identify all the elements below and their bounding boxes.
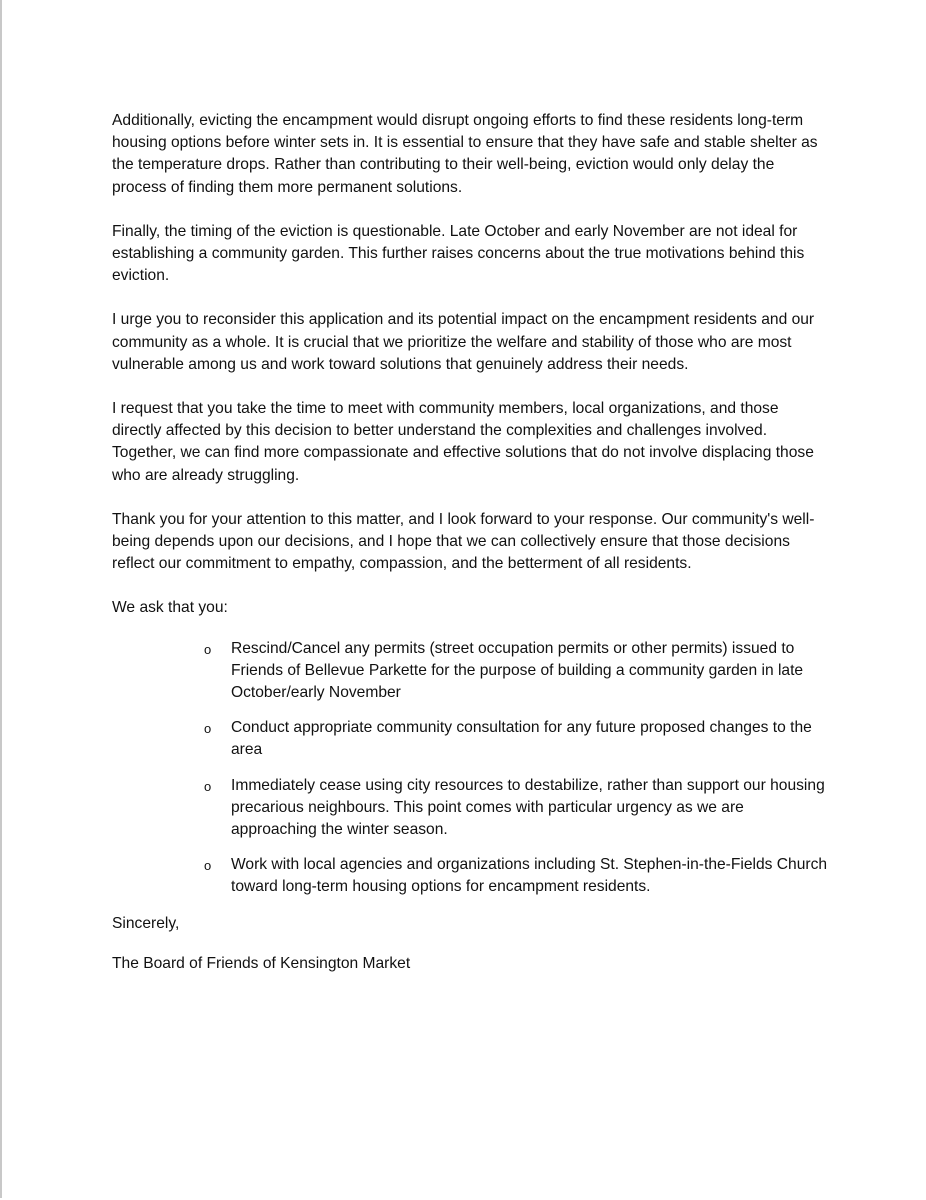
bullet-icon: o — [204, 858, 212, 874]
bullet-icon: o — [204, 778, 212, 794]
list-item — [204, 717, 832, 761]
paragraph-reconsider: I urge you to reconsider this application and its potential impact on the encampment residents and our community as a whole. It is crucial that we prioritize the welfare and stability of those who are most vulnerable among us and work toward solutions that genuinely address their needs. — [112, 311, 815, 373]
signature: The Board of Friends of Kensington Market — [112, 954, 411, 972]
ask-list — [112, 638, 832, 899]
letter-body — [112, 110, 832, 993]
list-item — [204, 775, 832, 842]
bullet-icon: o — [204, 641, 212, 657]
list-item-text: Immediately cease using city resources to destabilize, rather than support our housing precarious neighbours. This point comes with particular urgency as we are approaching the winter season. — [231, 776, 825, 839]
paragraph-thank-you: Thank you for your attention to this matter, and I look forward to your response. Our community's well-being depends upon our decisions, and I hope that we can collectively ensure that those decisions reflect our commitment to empathy, compassion, and the betterment of all residents. — [112, 510, 815, 573]
list-item-text: Conduct appropriate community consultation for any future proposed changes to the area — [231, 719, 812, 759]
closing: Sincerely, — [112, 914, 180, 932]
list-item — [204, 638, 832, 705]
paragraph-timing: Finally, the timing of the eviction is questionable. Late October and early November are not ideal for establishing a community garden. This further raises concerns about the true motivations behind this eviction. — [112, 222, 805, 285]
list-item-text: Work with local agencies and organizations including St. Stephen-in-the-Fields Church toward long-term housing options for encampment residents. — [231, 856, 828, 896]
paragraph-eviction-disruption: Additionally, evicting the encampment would disrupt ongoing efforts to find these residents long-term housing options before winter sets in. It is essential to ensure that they have safe and stable shelter as the temperature drops. Rather than contributing to their well-being, eviction would only delay the process of finding them more permanent solutions. — [112, 112, 818, 196]
ask-intro: We ask that you: — [112, 599, 228, 617]
list-item-text: Rescind/Cancel any permits (street occupation permits or other permits) issued to Friends of Bellevue Parkette for the purpose of building a community garden in late October/early November — [231, 639, 804, 702]
list-item — [204, 854, 832, 898]
bullet-icon: o — [204, 721, 212, 737]
paragraph-meet-community: I request that you take the time to meet with community members, local organizations, and those directly affected by this decision to better understand the complexities and challenges involved. Together, we can find more compassionate and effective solutions that do not involve displacing those who are already struggling. — [112, 400, 814, 484]
